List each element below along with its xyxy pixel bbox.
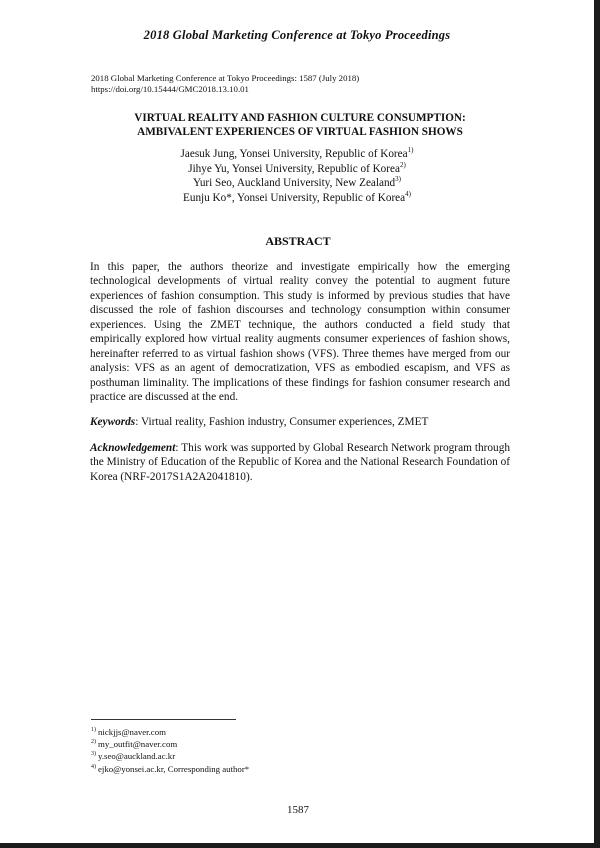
- scan-edge-right: [594, 0, 600, 848]
- author-line: [0, 147, 594, 162]
- doi-link[interactable]: https://doi.org/10.15444/GMC2018.13.10.01: [91, 84, 249, 94]
- author-affiliation: Yuri Seo, Auckland University, New Zealand: [193, 177, 396, 189]
- footnote: [91, 750, 249, 762]
- author-line: [0, 176, 594, 191]
- footnote-marker: 1): [91, 727, 96, 733]
- author-footnote-marker: 3): [395, 175, 401, 183]
- abstract-body: In this paper, the authors theorize and investigate empirically how the emerging technological developments of virtual reality convey the potential to augment future experiences of fashion consumption. This study is informed by previous studies that have discussed the role of fashion discourses and technology consumption within consumer experiences. Using the ZMET technique, the authors conducted a field study that empirically explored how virtual reality augments consumer experiences of fashion shows, hereinafter referred to as virtual fashion shows (VFS). Three themes have merged from our analysis: VFS as an agent of democratization, VFS as embodied escapism, and VFS as posthuman liminality. The implications of these findings for fashion consumer research and practice are discussed at the end.: [90, 261, 510, 404]
- page-number: 1587: [287, 804, 309, 816]
- footnote-email[interactable]: my_outfit@naver.com: [98, 739, 178, 750]
- citation-line: 2018 Global Marketing Conference at Tokyo Proceedings: 1587 (July 2018): [91, 73, 360, 83]
- footnote-email[interactable]: y.seo@auckland.ac.kr: [98, 751, 176, 762]
- citation-block: [91, 73, 359, 95]
- acknowledgement-label: Acknowledgement: [90, 442, 176, 454]
- author-line: [0, 162, 594, 177]
- paper-title-line-2: AMBIVALENT EXPERIENCES OF VIRTUAL FASHION SHOWS: [137, 126, 463, 138]
- footnotes: [91, 726, 249, 775]
- footnote: [91, 726, 249, 738]
- footnote-marker: 2): [91, 739, 96, 746]
- keywords-label: Keywords: [90, 416, 136, 428]
- acknowledgement-paragraph: [90, 441, 510, 484]
- scan-edge-bottom: [0, 843, 600, 848]
- author-line: [0, 191, 594, 206]
- abstract-heading: ABSTRACT: [265, 234, 331, 248]
- paper-title-line-1: VIRTUAL REALITY AND FASHION CULTURE CONSUMPTION:: [134, 112, 466, 124]
- author-affiliation: Eunju Ko*, Yonsei University, Republic of Korea: [183, 191, 406, 204]
- author-footnote-marker: 2): [399, 160, 406, 169]
- keywords-paragraph: [90, 415, 510, 429]
- keywords-text: : Virtual reality, Fashion industry, Consumer experiences, ZMET: [135, 416, 429, 428]
- footnote-marker: 3): [91, 751, 96, 758]
- acknowledgement-text: : This work was supported by Global Research Network program through the Ministry of Education of the Republic of Korea and the National Research Foundation of Korea (NRF-2017S1A2A2041810).: [90, 442, 510, 483]
- footnote-email[interactable]: ejko@yonsei.ac.kr, Corresponding author*: [98, 763, 250, 774]
- footnote-marker: 4): [91, 763, 96, 770]
- author-affiliation: Jaesuk Jung, Yonsei University, Republic of Korea: [180, 148, 408, 160]
- footnote: [91, 738, 249, 750]
- running-head: 2018 Global Marketing Conference at Tokyo Proceedings: [143, 28, 451, 42]
- author-affiliation: Jihye Yu, Yonsei University, Republic of Korea: [188, 162, 400, 175]
- author-list: [0, 147, 594, 205]
- footnote-divider: [91, 719, 236, 720]
- author-footnote-marker: 1): [407, 146, 414, 154]
- author-footnote-marker: 4): [405, 189, 411, 198]
- footnote-email[interactable]: nickjjs@naver.com: [98, 727, 166, 737]
- footnote: [91, 763, 249, 775]
